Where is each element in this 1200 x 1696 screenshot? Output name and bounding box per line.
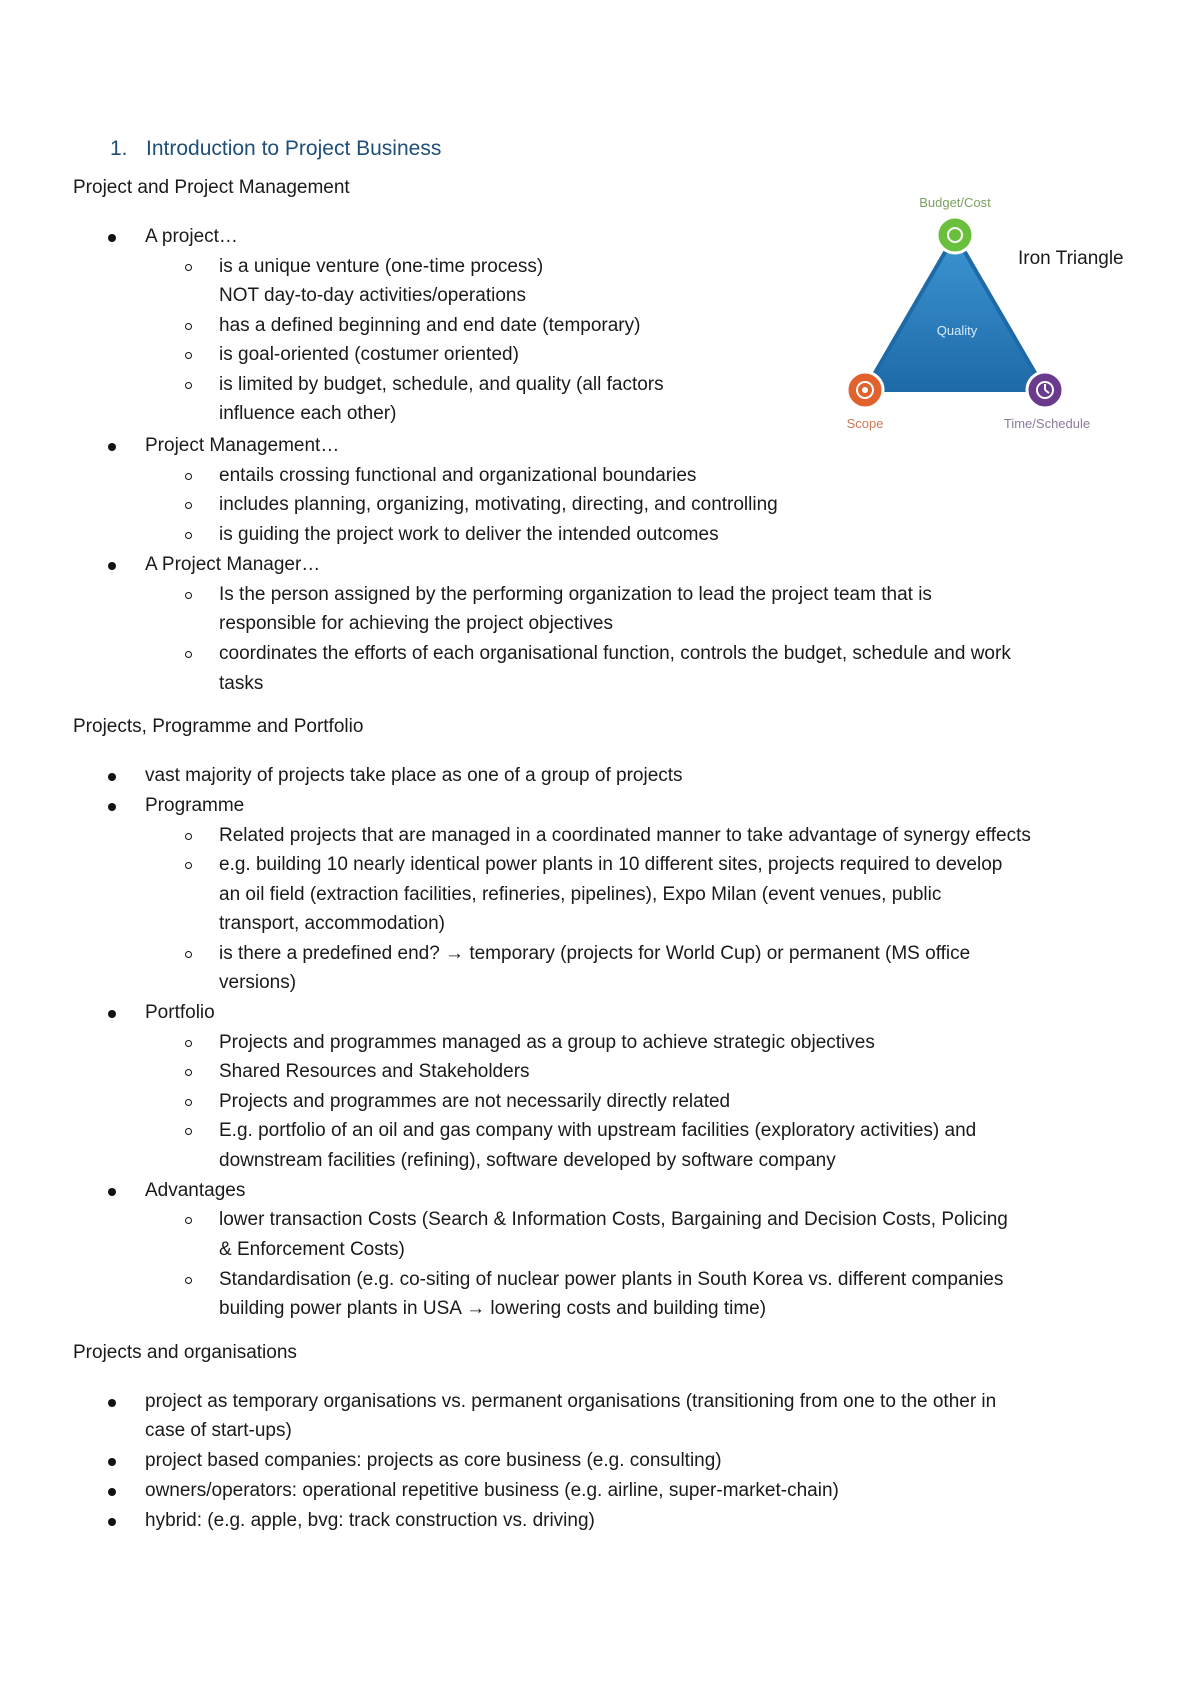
list-subitem: Standardisation (e.g. co-siting of nuclear power plants in South Korea vs. different companies bbox=[219, 1269, 1004, 1290]
list-subitem: is goal-oriented (costumer oriented) bbox=[219, 344, 519, 365]
list-item: project as temporary organisations vs. permanent organisations (transitioning from one to the other in bbox=[145, 1391, 997, 1412]
list-subitem: e.g. building 10 nearly identical power plants in 10 different sites, projects required to develop bbox=[219, 854, 1003, 875]
bullet-circle-icon bbox=[185, 502, 192, 509]
iron-triangle-diagram bbox=[835, 195, 1115, 445]
list-subitem: is guiding the project work to deliver the intended outcomes bbox=[219, 524, 719, 545]
bullet-icon bbox=[108, 773, 116, 781]
section-title: Projects, Programme and Portfolio bbox=[73, 716, 364, 737]
bullet-icon bbox=[108, 1010, 116, 1018]
list-subitem: is there a predefined end? → temporary (projects for World Cup) or permanent (MS office bbox=[219, 943, 971, 964]
bullet-circle-icon bbox=[185, 1099, 192, 1106]
list-item-continuation: case of start-ups) bbox=[145, 1420, 292, 1441]
bullet-icon bbox=[108, 562, 116, 570]
list-subitem: includes planning, organizing, motivating, directing, and controlling bbox=[219, 494, 778, 515]
bullet-circle-icon bbox=[185, 651, 192, 658]
bullet-icon bbox=[108, 1488, 116, 1496]
list-item: hybrid: (e.g. apple, bvg: track construction vs. driving) bbox=[145, 1510, 595, 1531]
list-subitem-continuation: building power plants in USA → lowering costs and building time) bbox=[219, 1298, 767, 1319]
bullet-circle-icon bbox=[185, 473, 192, 480]
list-subitem: is limited by budget, schedule, and quality (all factors bbox=[219, 374, 664, 395]
bullet-circle-icon bbox=[185, 1277, 192, 1284]
list-subitem: has a defined beginning and end date (temporary) bbox=[219, 315, 641, 336]
heading-number: 1. bbox=[110, 137, 128, 160]
list-item: Advantages bbox=[145, 1180, 246, 1201]
bullet-circle-icon bbox=[185, 264, 192, 271]
list-item: Programme bbox=[145, 795, 245, 816]
heading-title: Introduction to Project Business bbox=[146, 137, 442, 160]
bullet-icon bbox=[108, 1458, 116, 1466]
bullet-circle-icon bbox=[185, 382, 192, 389]
bullet-circle-icon bbox=[185, 1128, 192, 1135]
list-subitem-continuation: downstream facilities (refining), software developed by software company bbox=[219, 1150, 836, 1171]
list-subitem: is a unique venture (one-time process) bbox=[219, 256, 544, 277]
iron-triangle-figure bbox=[835, 195, 1115, 445]
list-item: A Project Manager… bbox=[145, 554, 321, 575]
bullet-icon bbox=[108, 803, 116, 811]
list-item: Portfolio bbox=[145, 1002, 215, 1023]
bullet-icon bbox=[108, 234, 116, 242]
list-subitem-continuation: versions) bbox=[219, 972, 297, 993]
list-subitem-continuation: NOT day-to-day activities/operations bbox=[219, 285, 526, 306]
list-subitem: Shared Resources and Stakeholders bbox=[219, 1061, 530, 1082]
list-subitem: Is the person assigned by the performing organization to lead the project team that is bbox=[219, 584, 932, 605]
bullet-circle-icon bbox=[185, 1069, 192, 1076]
heading bbox=[110, 137, 441, 161]
section-title: Projects and organisations bbox=[73, 1342, 297, 1363]
quality-label: Quality bbox=[936, 323, 978, 338]
scope-label: Scope bbox=[846, 416, 884, 431]
bullet-circle-icon bbox=[185, 1040, 192, 1047]
list-subitem: coordinates the efforts of each organisational function, controls the budget, schedule and work bbox=[219, 643, 1011, 664]
list-subitem-continuation: an oil field (extraction facilities, refineries, pipelines), Expo Milan (event venues, public bbox=[219, 884, 942, 905]
list-subitem: Projects and programmes managed as a group to achieve strategic objectives bbox=[219, 1032, 875, 1053]
time-label: Time/Schedule bbox=[1003, 416, 1091, 431]
list-subitem-continuation: & Enforcement Costs) bbox=[219, 1239, 405, 1260]
budget-label: Budget/Cost bbox=[919, 195, 991, 210]
list-item: owners/operators: operational repetitive business (e.g. airline, super-market-chain) bbox=[145, 1480, 839, 1501]
bullet-circle-icon bbox=[185, 352, 192, 359]
target-center bbox=[862, 387, 868, 393]
iron-triangle-label: Iron Triangle bbox=[1018, 248, 1124, 269]
list-subitem: Projects and programmes are not necessarily directly related bbox=[219, 1091, 731, 1112]
list-subitem: entails crossing functional and organizational boundaries bbox=[219, 465, 697, 486]
list-subitem-continuation: influence each other) bbox=[219, 403, 397, 424]
list-item: project based companies: projects as core business (e.g. consulting) bbox=[145, 1450, 722, 1471]
list-subitem-continuation: tasks bbox=[219, 673, 264, 694]
bullet-circle-icon bbox=[185, 1217, 192, 1224]
bullet-circle-icon bbox=[185, 532, 192, 539]
bullet-icon bbox=[108, 1399, 116, 1407]
bullet-icon bbox=[108, 1518, 116, 1526]
list-subitem-continuation: responsible for achieving the project objectives bbox=[219, 613, 613, 634]
list-subitem-continuation: transport, accommodation) bbox=[219, 913, 445, 934]
bullet-circle-icon bbox=[185, 323, 192, 330]
list-item: vast majority of projects take place as one of a group of projects bbox=[145, 765, 683, 786]
bullet-circle-icon bbox=[185, 862, 192, 869]
section-title: Project and Project Management bbox=[73, 177, 350, 198]
bullet-circle-icon bbox=[185, 833, 192, 840]
list-subitem: E.g. portfolio of an oil and gas company with upstream facilities (exploratory activities) and bbox=[219, 1120, 977, 1141]
bullet-icon bbox=[108, 1188, 116, 1196]
budget-node-icon bbox=[937, 217, 973, 253]
bullet-circle-icon bbox=[185, 592, 192, 599]
bullet-icon bbox=[108, 443, 116, 451]
bullet-circle-icon bbox=[185, 951, 192, 958]
list-item: Project Management… bbox=[145, 435, 340, 456]
list-item: A project… bbox=[145, 226, 238, 247]
list-subitem: Related projects that are managed in a coordinated manner to take advantage of synergy effects bbox=[219, 825, 1031, 846]
list-subitem: lower transaction Costs (Search & Information Costs, Bargaining and Decision Costs, Policing bbox=[219, 1209, 1008, 1230]
